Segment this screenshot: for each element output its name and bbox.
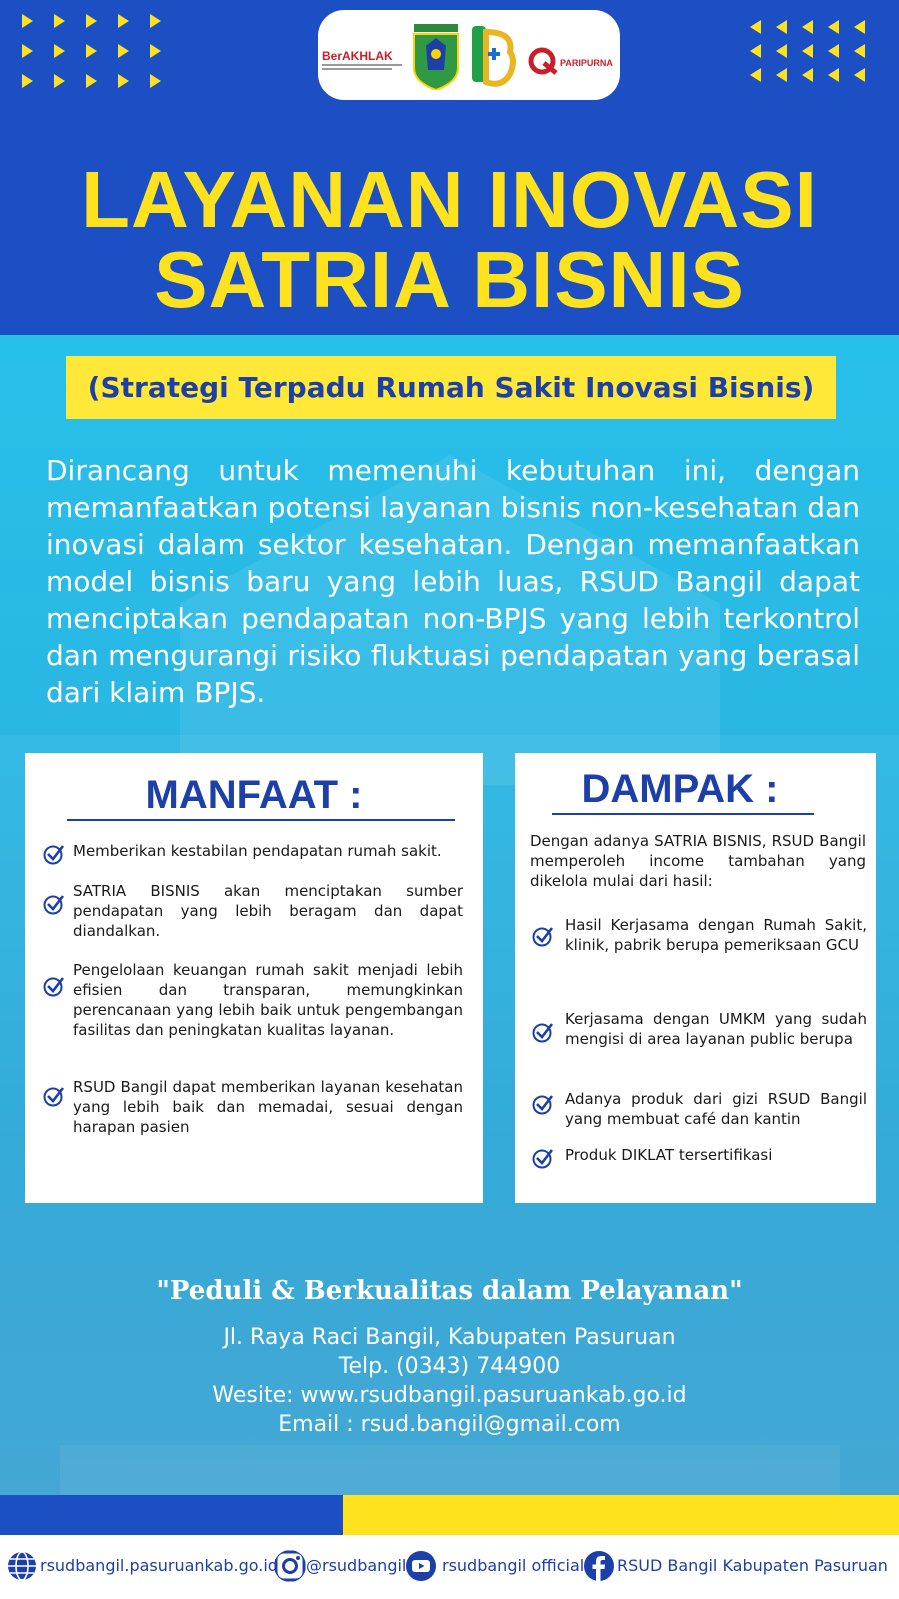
manfaat-divider: [67, 819, 455, 821]
footer-website-link[interactable]: rsudbangil.pasuruankab.go.id: [40, 1556, 278, 1575]
footer-youtube-link[interactable]: rsudbangil official: [442, 1556, 585, 1575]
subtitle-banner: [66, 356, 836, 419]
check-icon: [532, 925, 554, 947]
footer-stripe-yellow: [343, 1495, 899, 1535]
globe-icon: [6, 1550, 38, 1582]
check-icon: [43, 893, 65, 915]
berakhlak-tagline: [322, 64, 408, 74]
subtitle: (Strategi Terpadu Rumah Sakit Inovasi Bisnis): [87, 371, 815, 404]
regency-crest-logo: [410, 24, 462, 90]
check-icon: [532, 1021, 554, 1043]
intro-paragraph: Dirancang untuk memenuhi kebutuhan ini, dengan memanfaatkan potensi layanan bisnis non-kesehatan dan inovasi dalam sektor kesehatan. Dengan memanfaatkan model bisnis baru yang lebih luas, RSUD Bangil dapat menciptakan pendapatan non-BPJS yang lebih terkontrol dan mengurangi risiko fluktuasi pendapatan yang berasal dari klaim BPJS.: [46, 454, 860, 709]
logo-bar: [318, 10, 620, 100]
manfaat-item-4: RSUD Bangil dapat memberikan layanan kesehatan yang lebih baik dan memadai, sesuai dengan harapan pasien: [73, 1078, 463, 1136]
page-title-line-2: SATRIA BISNIS: [154, 235, 745, 324]
dampak-card: [515, 753, 876, 1203]
decorative-dots-left: [22, 14, 172, 94]
manfaat-heading: MANFAAT :: [145, 773, 363, 817]
footer-stripe-blue: [0, 1495, 343, 1535]
page-title-line-1: LAYANAN INOVASI: [81, 155, 818, 244]
check-icon: [43, 843, 65, 865]
check-icon: [532, 1147, 554, 1169]
youtube-icon: [405, 1550, 437, 1582]
dampak-item-3: Adanya produk dari gizi RSUD Bangil yang membuat café dan kantin: [565, 1090, 867, 1128]
paripurna-accreditation-logo: PARIPURNA: [528, 46, 618, 76]
dampak-intro: Dengan adanya SATRIA BISNIS, RSUD Bangil memperoleh income tambahan yang dikelola mulai dari hasil:: [530, 832, 866, 890]
rsud-bangil-logo: [470, 22, 518, 92]
header-band: [0, 0, 899, 335]
check-icon: [43, 1085, 65, 1107]
decorative-dots-right: [750, 20, 899, 100]
dampak-item-4: Produk DIKLAT tersertifikasi: [565, 1146, 773, 1164]
instagram-icon: [274, 1550, 306, 1582]
car-silhouette: [60, 1445, 840, 1495]
check-icon: [532, 1093, 554, 1115]
contact-website: Wesite: www.rsudbangil.pasuruankab.go.id: [212, 1383, 687, 1408]
dampak-item-2: Kerjasama dengan UMKM yang sudah mengisi di area layanan public berupa: [565, 1010, 867, 1048]
manfaat-item-3: Pengelolaan keuangan rumah sakit menjadi lebih efisien dan transparan, memungkinkan perencanaan yang lebih baik untuk pengembangan fasilitas dan peningkatan kualitas layanan.: [73, 961, 463, 1039]
dampak-divider: [552, 813, 814, 815]
facebook-icon: [583, 1550, 615, 1582]
social-footer: [0, 1535, 899, 1599]
manfaat-item-2: SATRIA BISNIS akan menciptakan sumber pendapatan yang lebih beragam dan dapat diandalkan.: [73, 882, 463, 940]
manfaat-card: [25, 753, 483, 1203]
contact-email: Email : rsud.bangil@gmail.com: [278, 1412, 621, 1437]
dampak-heading: DAMPAK :: [581, 767, 779, 811]
footer-facebook-link[interactable]: RSUD Bangil Kabupaten Pasuruan: [617, 1556, 888, 1575]
dampak-item-1: Hasil Kerjasama dengan Rumah Sakit, klinik, pabrik berupa pemeriksaan GCU: [565, 916, 867, 954]
check-icon: [43, 975, 65, 997]
footer-instagram-link[interactable]: @rsudbangil: [306, 1556, 407, 1575]
manfaat-item-1: Memberikan kestabilan pendapatan rumah sakit.: [73, 842, 442, 860]
tagline-quote: "Peduli & Berkualitas dalam Pelayanan": [156, 1276, 743, 1306]
contact-address: Jl. Raya Raci Bangil, Kabupaten Pasuruan: [223, 1325, 676, 1350]
contact-phone: Telp. (0343) 744900: [338, 1354, 561, 1379]
berakhlak-logo: BerAKHLAK: [322, 49, 393, 63]
